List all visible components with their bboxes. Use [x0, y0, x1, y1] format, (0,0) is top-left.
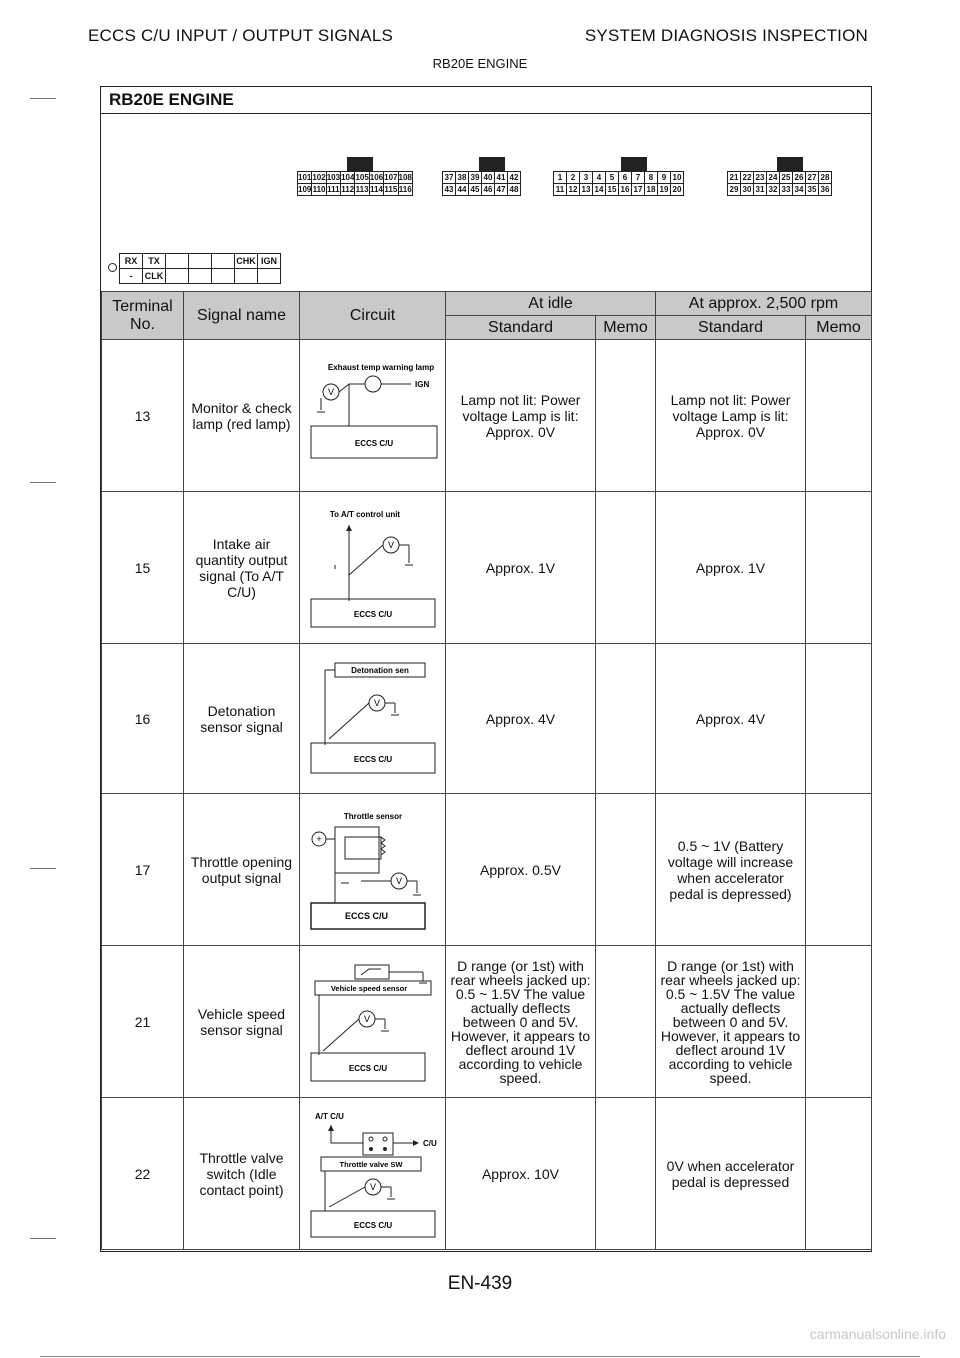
idle-standard-value: D range (or 1st) with rear wheels jacked up: 0.5 ~ 1.5V The value actually deflects between 0 and 5V. However, it appears to deflect around 1V according to vehicle speed.	[446, 946, 596, 1098]
voltmeter-icon: V	[395, 875, 402, 886]
connector-pin: 12	[567, 184, 580, 196]
signal-name: Vehicle speed sensor signal	[184, 946, 300, 1098]
col-terminal: Terminal No.	[102, 292, 184, 340]
col-signal-name: Signal name	[184, 292, 300, 340]
diag-pin	[166, 254, 189, 269]
connector-pin: 8	[645, 172, 658, 184]
circuit-diagram	[300, 946, 446, 1098]
signal-name: Monitor & check lamp (red lamp)	[184, 340, 300, 492]
connector-pin: 46	[482, 184, 495, 196]
watermark: carmanualsonline.info	[809, 1326, 946, 1342]
connector-pin: 29	[728, 184, 741, 196]
circuit-diagram	[300, 340, 446, 492]
voltmeter-icon: V	[373, 697, 380, 708]
connector-ring-icon	[108, 263, 117, 272]
connector-pin: 115	[384, 185, 398, 194]
connector-pin: 5	[606, 172, 619, 184]
diag-pin	[212, 269, 235, 284]
circuit-label: A/T C/U	[314, 1111, 344, 1121]
voltmeter-icon: V	[363, 1013, 370, 1024]
connector-pin: 13	[580, 184, 593, 196]
margin-mark	[30, 482, 56, 483]
connector-pin: 11	[554, 184, 567, 196]
table-row	[102, 492, 872, 644]
col-rpm-memo: Memo	[806, 316, 872, 340]
diag-pin: -	[120, 269, 143, 284]
table-row	[102, 946, 872, 1098]
connector-pin: 14	[593, 184, 606, 196]
diag-pin: TX	[143, 254, 166, 269]
connector-pin: 28	[819, 172, 832, 184]
connector-tab	[621, 157, 647, 171]
connector-pin: 4	[593, 172, 606, 184]
connector-pin: 101	[298, 173, 312, 182]
connector-pin: 104	[341, 173, 355, 182]
col-idle-memo: Memo	[596, 316, 656, 340]
rpm-standard-value: Approx. 1V	[656, 492, 806, 644]
rpm-memo	[806, 644, 872, 794]
connector-pin: 6	[619, 172, 632, 184]
connector-pin: 103	[326, 173, 341, 182]
connector-pin: 111	[327, 185, 340, 194]
circuit-label: Exhaust temp warning lamp	[327, 362, 434, 372]
header-left-title: ECCS C/U INPUT / OUTPUT SIGNALS	[88, 26, 394, 45]
connector-pin: 9	[658, 172, 671, 184]
page-number: EN-439	[447, 1273, 513, 1294]
connector-pin: 113	[355, 185, 369, 194]
connector-pin: 47	[495, 184, 508, 196]
connector-pin: 41	[495, 172, 508, 184]
connector-pin: 31	[754, 184, 767, 196]
connector-pin: 10	[671, 172, 684, 184]
terminal-number: 17	[102, 794, 184, 946]
rpm-memo	[806, 340, 872, 492]
connector-pin: 1	[554, 172, 567, 184]
diag-pin	[212, 254, 235, 269]
connector-pin: 3	[580, 172, 593, 184]
circuit-label: Vehicle speed sensor	[330, 983, 407, 993]
svg-text:+: +	[315, 833, 322, 844]
connector-pin: 39	[469, 172, 482, 184]
connector-pin: 26	[793, 172, 806, 184]
ecu-box-label: ECCS C/U	[348, 1063, 387, 1073]
terminal-number: 16	[102, 644, 184, 794]
margin-mark	[30, 98, 56, 99]
table-row	[102, 644, 872, 794]
ecu-connector-1-20	[553, 171, 684, 196]
connector-pin: 102	[312, 173, 326, 182]
diag-pin: CLK	[143, 269, 166, 284]
diag-pin	[166, 269, 189, 284]
sensor-icon	[361, 969, 381, 975]
voltmeter-icon: V	[369, 1181, 376, 1192]
terminal-number: 13	[102, 340, 184, 492]
voltmeter-icon: V	[327, 386, 334, 397]
diag-pin: IGN	[258, 254, 281, 269]
lamp-icon	[365, 376, 381, 392]
circuit-diagram	[300, 794, 446, 946]
idle-memo	[596, 794, 656, 946]
connector-pin: 34	[793, 184, 806, 196]
connector-pin: 19	[658, 184, 671, 196]
rpm-standard-value: 0.5 ~ 1V (Battery voltage will increase when accelerator pedal is depressed)	[656, 794, 806, 946]
ecu-connector-101-116	[297, 171, 413, 196]
connector-tab	[347, 157, 373, 171]
ecu-box-label: ECCS C/U	[353, 754, 392, 764]
rpm-standard-value: 0V when accelerator pedal is depressed	[656, 1098, 806, 1250]
connector-pin: 42	[508, 172, 521, 184]
circuit-diagram	[300, 644, 446, 794]
connector-diagram	[101, 115, 871, 291]
signal-name: Intake air quantity output signal (To A/T C/U)	[184, 492, 300, 644]
diag-pin: CHK	[235, 254, 258, 269]
col-at-idle: At idle	[446, 292, 656, 316]
circuit-label: Detonation sen	[350, 665, 409, 675]
header-right-title: SYSTEM DIAGNOSIS INSPECTION	[584, 26, 868, 45]
connector-pin: 2	[567, 172, 580, 184]
connector-pin: 116	[398, 185, 412, 194]
idle-standard-value: Approx. 10V	[446, 1098, 596, 1250]
table-row	[102, 1098, 872, 1250]
connector-pin: 30	[741, 184, 754, 196]
signal-table	[101, 291, 872, 1250]
terminal-number: 21	[102, 946, 184, 1098]
ecu-box-label: ECCS C/U	[353, 609, 392, 619]
connector-pin: 25	[780, 172, 793, 184]
connector-pin: 24	[767, 172, 780, 184]
circuit-label: To A/T control unit	[329, 509, 400, 519]
circuit-label: Throttle sensor	[343, 811, 402, 821]
connector-pin: 105	[355, 173, 369, 182]
connector-tab	[777, 157, 803, 171]
idle-memo	[596, 492, 656, 644]
connector-pin: 22	[741, 172, 754, 184]
connector-pin: 35	[806, 184, 819, 196]
rpm-memo	[806, 1098, 872, 1250]
circuit-right-label: C/U	[422, 1138, 437, 1148]
content-frame	[100, 86, 872, 1252]
ecu-connector-21-36	[727, 171, 832, 196]
ecu-box-label: ECCS C/U	[344, 910, 388, 921]
connector-pin: 48	[508, 184, 521, 196]
rpm-standard-value: Lamp not lit: Power voltage Lamp is lit: Approx. 0V	[656, 340, 806, 492]
ecu-connector-37-48	[442, 171, 521, 196]
table-row	[102, 340, 872, 492]
signal-name: Detonation sensor signal	[184, 644, 300, 794]
connector-pin: 40	[482, 172, 495, 184]
connector-pin: 114	[370, 185, 383, 194]
rpm-memo	[806, 492, 872, 644]
diag-pin: RX	[120, 254, 143, 269]
rpm-memo	[806, 946, 872, 1098]
frame-title: RB20E ENGINE	[109, 90, 234, 109]
connector-pin: 18	[645, 184, 658, 196]
idle-memo	[596, 340, 656, 492]
connector-pin: 7	[632, 172, 645, 184]
connector-pin: 43	[443, 184, 456, 196]
diag-pin	[258, 269, 281, 284]
idle-standard-value: Approx. 4V	[446, 644, 596, 794]
connector-pin: 17	[632, 184, 645, 196]
col-idle-standard: Standard	[446, 316, 596, 340]
circuit-diagram	[300, 1098, 446, 1250]
connector-pin: 108	[398, 173, 412, 182]
connector-pin: 16	[619, 184, 632, 196]
diag-pin	[189, 254, 212, 269]
connector-pin: 110	[312, 185, 326, 194]
signal-name: Throttle valve switch (Idle contact point)	[184, 1098, 300, 1250]
connector-pin: 23	[754, 172, 767, 184]
connector-pin: 27	[806, 172, 819, 184]
terminal-number: 15	[102, 492, 184, 644]
connector-pin: 37	[443, 172, 456, 184]
circuit-diagram	[300, 492, 446, 644]
ecu-box-label: ECCS C/U	[353, 1220, 392, 1230]
signal-name: Throttle opening output signal	[184, 794, 300, 946]
connector-tab	[479, 157, 505, 171]
connector-pin: 106	[369, 173, 384, 182]
connector-pin: 36	[819, 184, 832, 196]
ecu-box-label: ECCS C/U	[354, 438, 393, 448]
connector-pin: 45	[469, 184, 482, 196]
col-at-2500rpm: At approx. 2,500 rpm	[656, 292, 872, 316]
connector-pin: 109	[298, 185, 312, 194]
table-row	[102, 794, 872, 946]
diagnosis-connector	[119, 253, 281, 284]
circuit-sw-label: Throttle valve SW	[339, 1159, 402, 1169]
connector-pin: 38	[456, 172, 469, 184]
connector-pin: 33	[780, 184, 793, 196]
margin-mark	[30, 868, 56, 869]
switch-icon	[363, 1133, 393, 1155]
margin-mark	[30, 1238, 56, 1239]
diag-pin	[189, 269, 212, 284]
connector-pin: 15	[606, 184, 619, 196]
terminal-number: 22	[102, 1098, 184, 1250]
idle-standard-value: Approx. 0.5V	[446, 794, 596, 946]
circuit-ign-label: IGN	[414, 379, 429, 389]
idle-standard-value: Approx. 1V	[446, 492, 596, 644]
connector-pin: 21	[728, 172, 741, 184]
col-circuit: Circuit	[300, 292, 446, 340]
diag-pin	[235, 269, 258, 284]
col-rpm-standard: Standard	[656, 316, 806, 340]
idle-memo	[596, 644, 656, 794]
connector-pin: 112	[341, 185, 355, 194]
idle-memo	[596, 1098, 656, 1250]
rpm-standard-value: D range (or 1st) with rear wheels jacked up: 0.5 ~ 1.5V The value actually deflects between 0 and 5V. However, it appears to deflect around 1V according to vehicle speed.	[656, 946, 806, 1098]
header-subtitle: RB20E ENGINE	[432, 56, 528, 71]
voltmeter-icon: V	[387, 539, 394, 550]
connector-pin: 32	[767, 184, 780, 196]
connector-pin: 44	[456, 184, 469, 196]
rpm-memo	[806, 794, 872, 946]
idle-memo	[596, 946, 656, 1098]
idle-standard-value: Lamp not lit: Power voltage Lamp is lit: Approx. 0V	[446, 340, 596, 492]
connector-pin: 20	[671, 184, 684, 196]
rpm-standard-value: Approx. 4V	[656, 644, 806, 794]
connector-pin: 107	[384, 173, 398, 182]
